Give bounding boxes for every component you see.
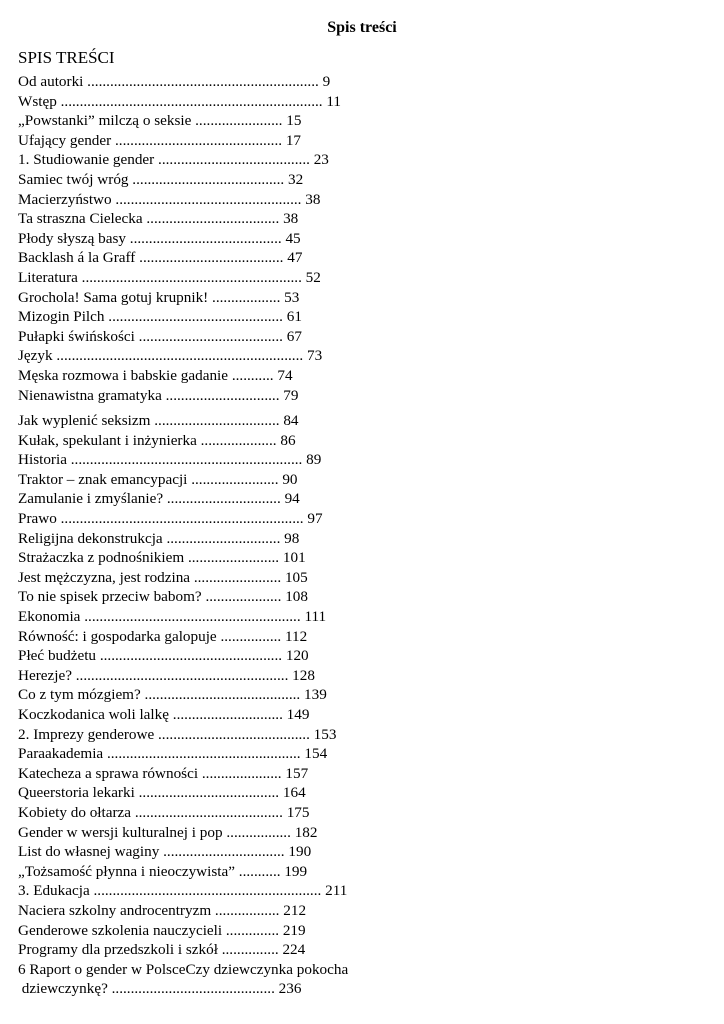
toc-entry: Język ................................................................. 73 [18, 347, 323, 365]
toc-entry: 3. Edukacja ............................................................ 211 [18, 882, 348, 900]
toc-entry: Traktor – znak emancypacji ....................... 90 [18, 470, 298, 488]
toc-entry: dziewczynkę? ........................................... 236 [18, 980, 302, 998]
toc-entry: Równość: i gospodarka galopuje ................ 112 [18, 627, 308, 645]
toc-entry: Ta straszna Cielecka ................................... 38 [18, 210, 299, 228]
page-title: Spis treści [327, 19, 397, 36]
toc-entry: Grochola! Sama gotuj krupnik! .................. 53 [18, 288, 300, 306]
toc-entry: Herezje? ........................................................ 128 [18, 666, 315, 684]
toc-entry: Co z tym mózgiem? ......................................... 139 [18, 686, 327, 704]
toc-entry: Prawo ................................................................ 97 [18, 510, 323, 528]
toc-entry: Kobiety do ołtarza ....................................... 175 [18, 803, 310, 821]
toc-entry: 6 Raport o gender w PolsceCzy dziewczynka pokocha [18, 960, 349, 978]
table-of-contents [18, 72, 718, 999]
toc-entry: Paraakademia ................................................... 154 [18, 745, 328, 763]
toc-entry: 2. Imprezy genderowe ........................................ 153 [18, 725, 337, 743]
toc-entry: Ekonomia ......................................................... 111 [18, 608, 327, 626]
toc-entry: Literatura .......................................................... 52 [18, 268, 321, 286]
toc-entry: Katecheza a sprawa równości ..................... 157 [18, 764, 309, 782]
toc-entry: Płeć budżetu ................................................ 120 [18, 647, 309, 665]
toc-entry: Koczkodanica woli lalkę ............................. 149 [18, 706, 310, 723]
toc-entry: Genderowe szkolenia nauczycieli .............. 219 [18, 921, 306, 939]
toc-entry: To nie spisek przeciw babom? .................... 108 [18, 588, 308, 606]
section-heading: SPIS TREŚCI [18, 48, 115, 67]
toc-entry: Od autorki ............................................................. 9 [18, 73, 331, 90]
toc-entry: Wstęp ..................................................................... 11 [18, 92, 342, 110]
toc-entry: Strażaczka z podnośnikiem ........................ 101 [18, 549, 306, 567]
toc-entry: Historia ............................................................. 89 [18, 451, 322, 469]
toc-entry: Programy dla przedszkoli i szkół ............... 224 [18, 941, 306, 959]
toc-entry: Mizogin Pilch .............................................. 61 [18, 308, 302, 326]
toc-entry: Pułapki świńskości ...................................... 67 [18, 327, 302, 345]
toc-entry: Zamulanie i zmyślanie? .............................. 94 [18, 490, 300, 508]
toc-entry: Samiec twój wróg ........................................ 32 [18, 170, 304, 188]
toc-entry: Gender w wersji kulturalnej i pop ................. 182 [18, 823, 318, 841]
toc-entry: „Tożsamość płynna i nieoczywista” ........... 199 [18, 862, 308, 880]
toc-entry: Naciera szkolny androcentryzm ................. 212 [18, 901, 307, 919]
toc-entry: Backlash á la Graff ...................................... 47 [18, 249, 303, 267]
toc-entry: 1. Studiowanie gender ........................................ 23 [18, 151, 329, 169]
toc-entry: Ufający gender ............................................ 17 [18, 131, 302, 149]
toc-entry: Płody słyszą basy ........................................ 45 [18, 229, 301, 247]
toc-entry: Religijna dekonstrukcja .............................. 98 [18, 529, 300, 547]
toc-entry: Męska rozmowa i babskie gadanie ........... 74 [18, 366, 293, 384]
toc-entry: Jak wyplenić seksizm ................................. 84 [18, 412, 299, 430]
toc-entry: Nienawistna gramatyka .............................. 79 [18, 386, 299, 404]
toc-entry: „Powstanki” milczą o seksie ....................... 15 [18, 112, 302, 130]
toc-entry: Kułak, spekulant i inżynierka .................... 86 [18, 431, 296, 449]
toc-entry: Macierzyństwo ................................................. 38 [18, 190, 321, 208]
toc-entry: Jest mężczyzna, jest rodzina ....................... 105 [18, 568, 308, 586]
toc-entry: List do własnej waginy ................................ 190 [18, 843, 312, 861]
toc-entry: Queerstoria lekarki ..................................... 164 [18, 784, 306, 802]
